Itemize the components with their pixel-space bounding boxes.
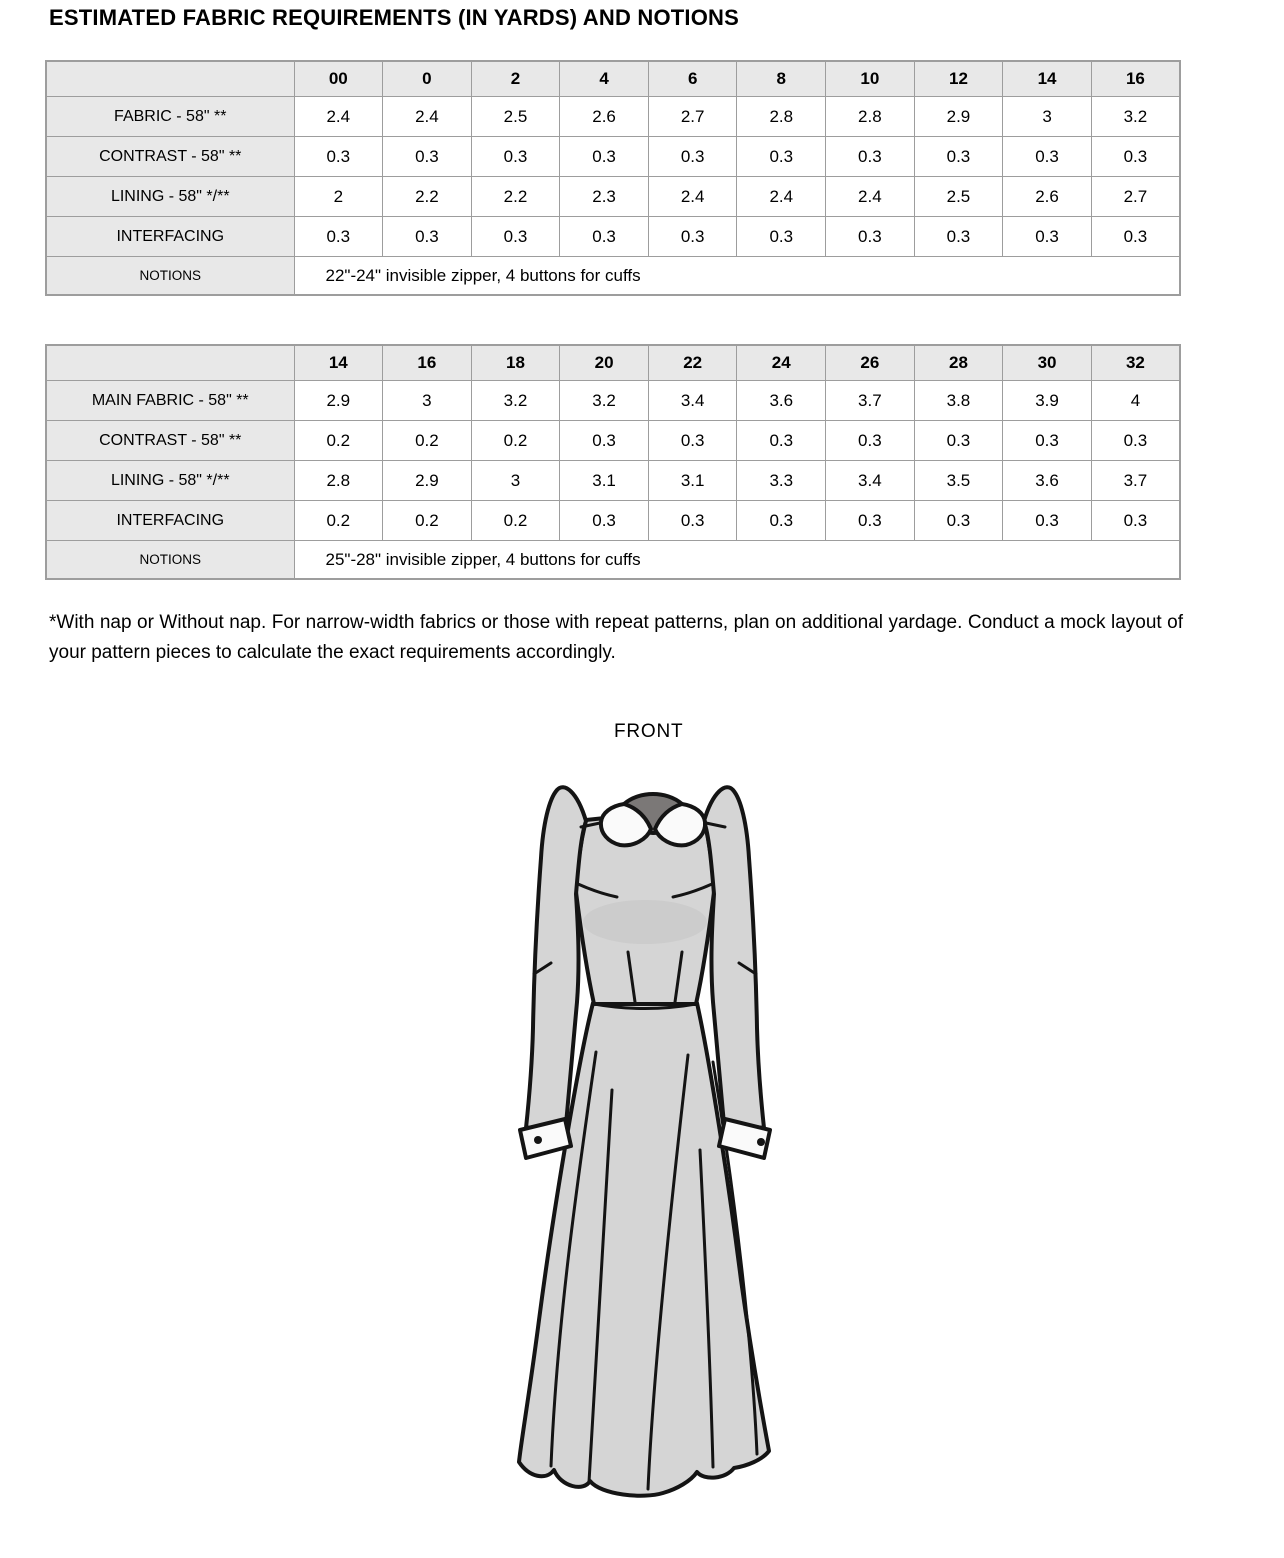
yardage-value-cell: 3 [383, 381, 472, 421]
yardage-value-cell: 0.3 [1091, 217, 1180, 257]
yardage-value-cell: 0.3 [914, 501, 1003, 541]
yardage-value-cell: 3.5 [914, 461, 1003, 501]
yardage-value-cell: 2 [294, 177, 383, 217]
yardage-value-cell: 0.3 [560, 501, 649, 541]
yardage-row [46, 177, 1180, 217]
yardage-value-cell: 3.2 [1091, 97, 1180, 137]
size-header-cell: 22 [648, 345, 737, 381]
yardage-value-cell: 0.3 [737, 501, 826, 541]
yardage-value-cell: 2.8 [294, 461, 383, 501]
yardage-value-cell: 0.3 [648, 137, 737, 177]
yardage-value-cell: 3.7 [1091, 461, 1180, 501]
row-label-cell: INTERFACING [46, 217, 294, 257]
yardage-value-cell: 2.6 [1003, 177, 1092, 217]
yardage-value-cell: 3.4 [826, 461, 915, 501]
yardage-value-cell: 0.3 [471, 217, 560, 257]
yardage-value-cell: 2.4 [383, 97, 472, 137]
size-header-cell: 30 [1003, 345, 1092, 381]
yardage-value-cell: 0.3 [648, 421, 737, 461]
yardage-value-cell: 0.2 [471, 421, 560, 461]
yardage-value-cell: 0.3 [1003, 421, 1092, 461]
yardage-value-cell: 0.2 [294, 421, 383, 461]
notions-row [46, 257, 1180, 296]
yardage-value-cell: 2.9 [914, 97, 1003, 137]
yardage-row [46, 501, 1180, 541]
yardage-value-cell: 2.4 [648, 177, 737, 217]
row-label-cell: INTERFACING [46, 501, 294, 541]
notions-label-cell: NOTIONS [46, 257, 294, 296]
yardage-value-cell: 0.2 [294, 501, 383, 541]
size-header-cell: 24 [737, 345, 826, 381]
yardage-value-cell: 3.7 [826, 381, 915, 421]
yardage-row [46, 97, 1180, 137]
yardage-value-cell: 0.3 [648, 217, 737, 257]
row-label-cell: LINING - 58" */** [46, 461, 294, 501]
row-label-cell: CONTRAST - 58" ** [46, 137, 294, 177]
size-header-cell: 00 [294, 61, 383, 97]
fabric-requirements-table-large-sizes [45, 344, 1181, 580]
yardage-value-cell: 3.2 [560, 381, 649, 421]
size-header-cell: 14 [294, 345, 383, 381]
yardage-value-cell: 2.9 [383, 461, 472, 501]
size-header-cell: 16 [383, 345, 472, 381]
yardage-value-cell: 0.2 [471, 501, 560, 541]
yardage-value-cell: 3.3 [737, 461, 826, 501]
yardage-value-cell: 0.3 [1003, 217, 1092, 257]
size-header-cell: 12 [914, 61, 1003, 97]
yardage-row [46, 461, 1180, 501]
yardage-value-cell: 0.3 [1003, 501, 1092, 541]
yardage-value-cell: 0.3 [471, 137, 560, 177]
yardage-value-cell: 2.3 [560, 177, 649, 217]
size-header-row [46, 61, 1180, 97]
row-label-cell: LINING - 58" */** [46, 177, 294, 217]
size-header-cell: 14 [1003, 61, 1092, 97]
corner-cell [46, 61, 294, 97]
yardage-row [46, 137, 1180, 177]
fabric-requirements-table-small-sizes [45, 60, 1181, 296]
size-header-cell: 20 [560, 345, 649, 381]
yardage-value-cell: 0.3 [826, 421, 915, 461]
yardage-value-cell: 0.2 [383, 501, 472, 541]
yardage-value-cell: 0.3 [648, 501, 737, 541]
yardage-value-cell: 0.3 [1091, 501, 1180, 541]
yardage-value-cell: 4 [1091, 381, 1180, 421]
yardage-value-cell: 0.3 [914, 217, 1003, 257]
yardage-footnote: *With nap or Without nap. For narrow-width fabrics or those with repeat patterns, plan on additional yardage. Conduct a mock layout of your pattern pieces to calculate the exact requirements accordingly. [49, 612, 1183, 663]
size-header-cell: 32 [1091, 345, 1180, 381]
corner-cell [46, 345, 294, 381]
yardage-value-cell: 2.4 [294, 97, 383, 137]
bust-shading [583, 900, 707, 944]
yardage-row [46, 421, 1180, 461]
yardage-value-cell: 0.3 [294, 137, 383, 177]
yardage-value-cell: 2.5 [471, 97, 560, 137]
yardage-value-cell: 0.3 [1003, 137, 1092, 177]
yardage-value-cell: 0.3 [1091, 137, 1180, 177]
yardage-value-cell: 2.5 [914, 177, 1003, 217]
yardage-value-cell: 0.3 [826, 217, 915, 257]
yardage-value-cell: 3.4 [648, 381, 737, 421]
size-header-cell: 6 [648, 61, 737, 97]
front-view-label: FRONT [614, 721, 684, 742]
yardage-value-cell: 2.6 [560, 97, 649, 137]
size-header-cell: 28 [914, 345, 1003, 381]
yardage-value-cell: 3.8 [914, 381, 1003, 421]
yardage-value-cell: 3.2 [471, 381, 560, 421]
yardage-value-cell: 0.3 [826, 501, 915, 541]
yardage-value-cell: 0.3 [737, 421, 826, 461]
yardage-value-cell: 3.9 [1003, 381, 1092, 421]
size-header-cell: 0 [383, 61, 472, 97]
yardage-value-cell: 0.3 [383, 217, 472, 257]
yardage-value-cell: 3.6 [1003, 461, 1092, 501]
notions-label-cell: NOTIONS [46, 541, 294, 580]
yardage-value-cell: 0.3 [1091, 421, 1180, 461]
yardage-value-cell: 0.3 [560, 421, 649, 461]
page-title: ESTIMATED FABRIC REQUIREMENTS (IN YARDS) AND NOTIONS [49, 5, 739, 30]
yardage-value-cell: 2.2 [471, 177, 560, 217]
size-header-cell: 18 [471, 345, 560, 381]
notions-value-cell: 25"-28" invisible zipper, 4 buttons for cuffs [294, 541, 1180, 580]
yardage-value-cell: 3 [471, 461, 560, 501]
yardage-value-cell: 0.3 [737, 217, 826, 257]
yardage-value-cell: 2.7 [648, 97, 737, 137]
yardage-value-cell: 3.1 [560, 461, 649, 501]
row-label-cell: CONTRAST - 58" ** [46, 421, 294, 461]
yardage-value-cell: 3.6 [737, 381, 826, 421]
yardage-value-cell: 0.3 [737, 137, 826, 177]
yardage-value-cell: 2.2 [383, 177, 472, 217]
notions-row [46, 541, 1180, 580]
yardage-value-cell: 0.2 [383, 421, 472, 461]
yardage-value-cell: 2.4 [737, 177, 826, 217]
yardage-value-cell: 2.4 [826, 177, 915, 217]
size-header-cell: 8 [737, 61, 826, 97]
notions-value-cell: 22"-24" invisible zipper, 4 buttons for cuffs [294, 257, 1180, 296]
yardage-row [46, 381, 1180, 421]
yardage-value-cell: 2.8 [826, 97, 915, 137]
yardage-value-cell: 2.8 [737, 97, 826, 137]
yardage-value-cell: 0.3 [560, 137, 649, 177]
left-cuff-button [534, 1136, 542, 1144]
yardage-value-cell: 0.3 [383, 137, 472, 177]
yardage-value-cell: 0.3 [826, 137, 915, 177]
dress-front-illustration [488, 772, 802, 1508]
size-header-cell: 4 [560, 61, 649, 97]
yardage-value-cell: 3.1 [648, 461, 737, 501]
yardage-value-cell: 3 [1003, 97, 1092, 137]
size-header-cell: 2 [471, 61, 560, 97]
size-header-cell: 10 [826, 61, 915, 97]
row-label-cell: FABRIC - 58" ** [46, 97, 294, 137]
yardage-value-cell: 0.3 [914, 137, 1003, 177]
yardage-value-cell: 0.3 [914, 421, 1003, 461]
yardage-value-cell: 2.9 [294, 381, 383, 421]
right-cuff-button [757, 1138, 765, 1146]
yardage-value-cell: 0.3 [560, 217, 649, 257]
size-header-cell: 26 [826, 345, 915, 381]
yardage-row [46, 217, 1180, 257]
size-header-cell: 16 [1091, 61, 1180, 97]
yardage-value-cell: 2.7 [1091, 177, 1180, 217]
row-label-cell: MAIN FABRIC - 58" ** [46, 381, 294, 421]
size-header-row [46, 345, 1180, 381]
yardage-value-cell: 0.3 [294, 217, 383, 257]
